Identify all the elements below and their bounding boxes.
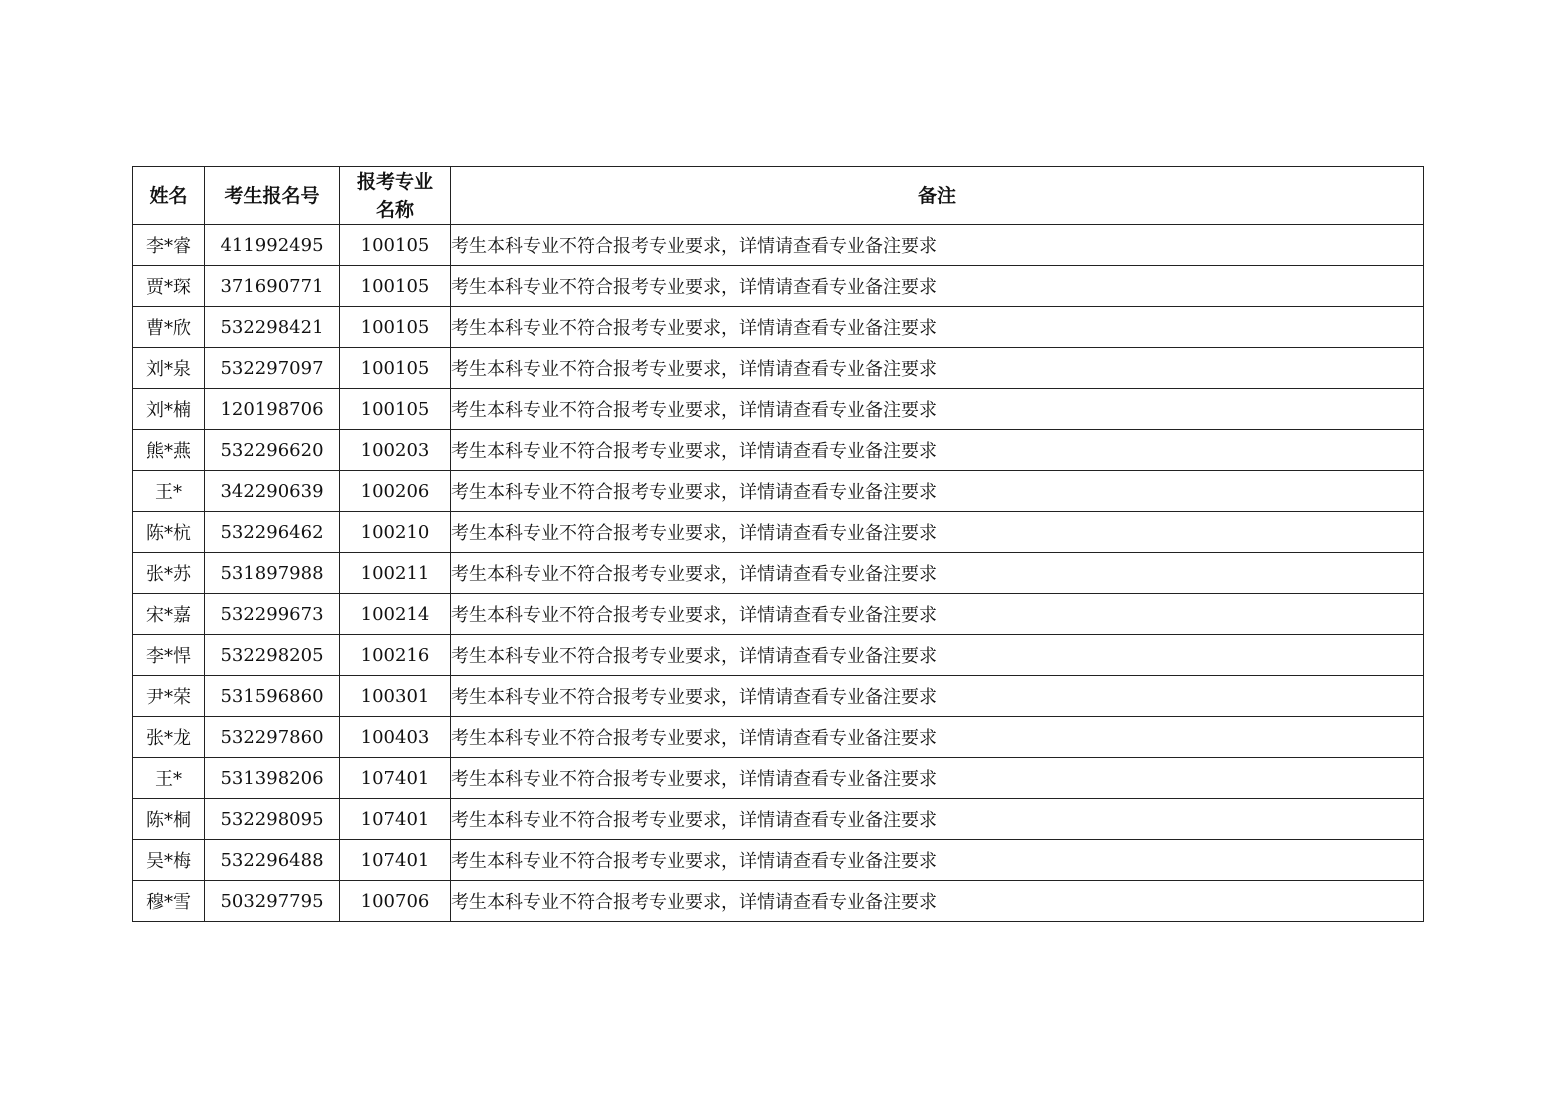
cell-reg-no: 532296488 bbox=[205, 840, 340, 881]
header-major-line2: 名称 bbox=[375, 198, 414, 221]
cell-reg-no: 531398206 bbox=[205, 758, 340, 799]
cell-reg-no: 503297795 bbox=[205, 881, 340, 922]
table-row bbox=[133, 717, 1424, 758]
table-row bbox=[133, 676, 1424, 717]
table-header bbox=[133, 167, 1424, 225]
cell-name: 陈*桐 bbox=[133, 799, 205, 840]
cell-major: 100403 bbox=[340, 717, 451, 758]
header-name: 姓名 bbox=[133, 167, 205, 225]
cell-major: 107401 bbox=[340, 758, 451, 799]
cell-major: 100105 bbox=[340, 266, 451, 307]
table-row bbox=[133, 225, 1424, 266]
table-row bbox=[133, 389, 1424, 430]
cell-reg-no: 532298095 bbox=[205, 799, 340, 840]
cell-name: 吴*梅 bbox=[133, 840, 205, 881]
table-row bbox=[133, 840, 1424, 881]
cell-remark: 考生本科专业不符合报考专业要求，详情请查看专业备注要求 bbox=[451, 225, 1424, 266]
cell-name: 刘*泉 bbox=[133, 348, 205, 389]
cell-name: 王* bbox=[133, 471, 205, 512]
cell-name: 穆*雪 bbox=[133, 881, 205, 922]
cell-remark: 考生本科专业不符合报考专业要求，详情请查看专业备注要求 bbox=[451, 840, 1424, 881]
cell-remark: 考生本科专业不符合报考专业要求，详情请查看专业备注要求 bbox=[451, 430, 1424, 471]
cell-remark: 考生本科专业不符合报考专业要求，详情请查看专业备注要求 bbox=[451, 512, 1424, 553]
cell-reg-no: 120198706 bbox=[205, 389, 340, 430]
cell-major: 100216 bbox=[340, 635, 451, 676]
cell-reg-no: 342290639 bbox=[205, 471, 340, 512]
cell-name: 刘*楠 bbox=[133, 389, 205, 430]
cell-remark: 考生本科专业不符合报考专业要求，详情请查看专业备注要求 bbox=[451, 266, 1424, 307]
cell-name: 张*龙 bbox=[133, 717, 205, 758]
cell-name: 尹*荣 bbox=[133, 676, 205, 717]
cell-remark: 考生本科专业不符合报考专业要求，详情请查看专业备注要求 bbox=[451, 717, 1424, 758]
cell-major: 100203 bbox=[340, 430, 451, 471]
cell-major: 100210 bbox=[340, 512, 451, 553]
cell-major: 100105 bbox=[340, 225, 451, 266]
header-remark: 备注 bbox=[451, 167, 1424, 225]
cell-remark: 考生本科专业不符合报考专业要求，详情请查看专业备注要求 bbox=[451, 676, 1424, 717]
cell-name: 熊*燕 bbox=[133, 430, 205, 471]
header-row bbox=[133, 167, 1424, 225]
table-row bbox=[133, 348, 1424, 389]
cell-reg-no: 532297860 bbox=[205, 717, 340, 758]
cell-reg-no: 532296620 bbox=[205, 430, 340, 471]
cell-remark: 考生本科专业不符合报考专业要求，详情请查看专业备注要求 bbox=[451, 348, 1424, 389]
cell-remark: 考生本科专业不符合报考专业要求，详情请查看专业备注要求 bbox=[451, 471, 1424, 512]
table-row bbox=[133, 635, 1424, 676]
cell-major: 100211 bbox=[340, 553, 451, 594]
table-body bbox=[133, 225, 1424, 922]
cell-name: 贾*琛 bbox=[133, 266, 205, 307]
cell-major: 100105 bbox=[340, 307, 451, 348]
cell-reg-no: 411992495 bbox=[205, 225, 340, 266]
applicant-table bbox=[132, 166, 1424, 922]
cell-reg-no: 532298421 bbox=[205, 307, 340, 348]
cell-major: 100206 bbox=[340, 471, 451, 512]
cell-name: 张*苏 bbox=[133, 553, 205, 594]
table-row bbox=[133, 553, 1424, 594]
cell-remark: 考生本科专业不符合报考专业要求，详情请查看专业备注要求 bbox=[451, 594, 1424, 635]
header-reg-no: 考生报名号 bbox=[205, 167, 340, 225]
cell-major: 100706 bbox=[340, 881, 451, 922]
table-row bbox=[133, 594, 1424, 635]
cell-major: 100105 bbox=[340, 348, 451, 389]
cell-major: 107401 bbox=[340, 840, 451, 881]
cell-remark: 考生本科专业不符合报考专业要求，详情请查看专业备注要求 bbox=[451, 553, 1424, 594]
header-major bbox=[340, 167, 451, 225]
cell-name: 曹*欣 bbox=[133, 307, 205, 348]
table-row bbox=[133, 758, 1424, 799]
cell-remark: 考生本科专业不符合报考专业要求，详情请查看专业备注要求 bbox=[451, 758, 1424, 799]
cell-reg-no: 531897988 bbox=[205, 553, 340, 594]
table-row bbox=[133, 430, 1424, 471]
cell-major: 100105 bbox=[340, 389, 451, 430]
cell-name: 李*悍 bbox=[133, 635, 205, 676]
cell-reg-no: 532298205 bbox=[205, 635, 340, 676]
cell-remark: 考生本科专业不符合报考专业要求，详情请查看专业备注要求 bbox=[451, 389, 1424, 430]
cell-name: 陈*杭 bbox=[133, 512, 205, 553]
cell-reg-no: 371690771 bbox=[205, 266, 340, 307]
table-row bbox=[133, 881, 1424, 922]
cell-name: 王* bbox=[133, 758, 205, 799]
table-row bbox=[133, 512, 1424, 553]
cell-major: 107401 bbox=[340, 799, 451, 840]
cell-remark: 考生本科专业不符合报考专业要求，详情请查看专业备注要求 bbox=[451, 635, 1424, 676]
cell-major: 100301 bbox=[340, 676, 451, 717]
cell-name: 宋*嘉 bbox=[133, 594, 205, 635]
cell-reg-no: 532297097 bbox=[205, 348, 340, 389]
table-row bbox=[133, 266, 1424, 307]
cell-reg-no: 532299673 bbox=[205, 594, 340, 635]
cell-reg-no: 531596860 bbox=[205, 676, 340, 717]
cell-remark: 考生本科专业不符合报考专业要求，详情请查看专业备注要求 bbox=[451, 799, 1424, 840]
table-row bbox=[133, 799, 1424, 840]
cell-reg-no: 532296462 bbox=[205, 512, 340, 553]
table-row bbox=[133, 471, 1424, 512]
cell-remark: 考生本科专业不符合报考专业要求，详情请查看专业备注要求 bbox=[451, 881, 1424, 922]
cell-major: 100214 bbox=[340, 594, 451, 635]
cell-name: 李*睿 bbox=[133, 225, 205, 266]
table-row bbox=[133, 307, 1424, 348]
header-major-line1: 报考专业 bbox=[356, 170, 433, 193]
cell-remark: 考生本科专业不符合报考专业要求，详情请查看专业备注要求 bbox=[451, 307, 1424, 348]
